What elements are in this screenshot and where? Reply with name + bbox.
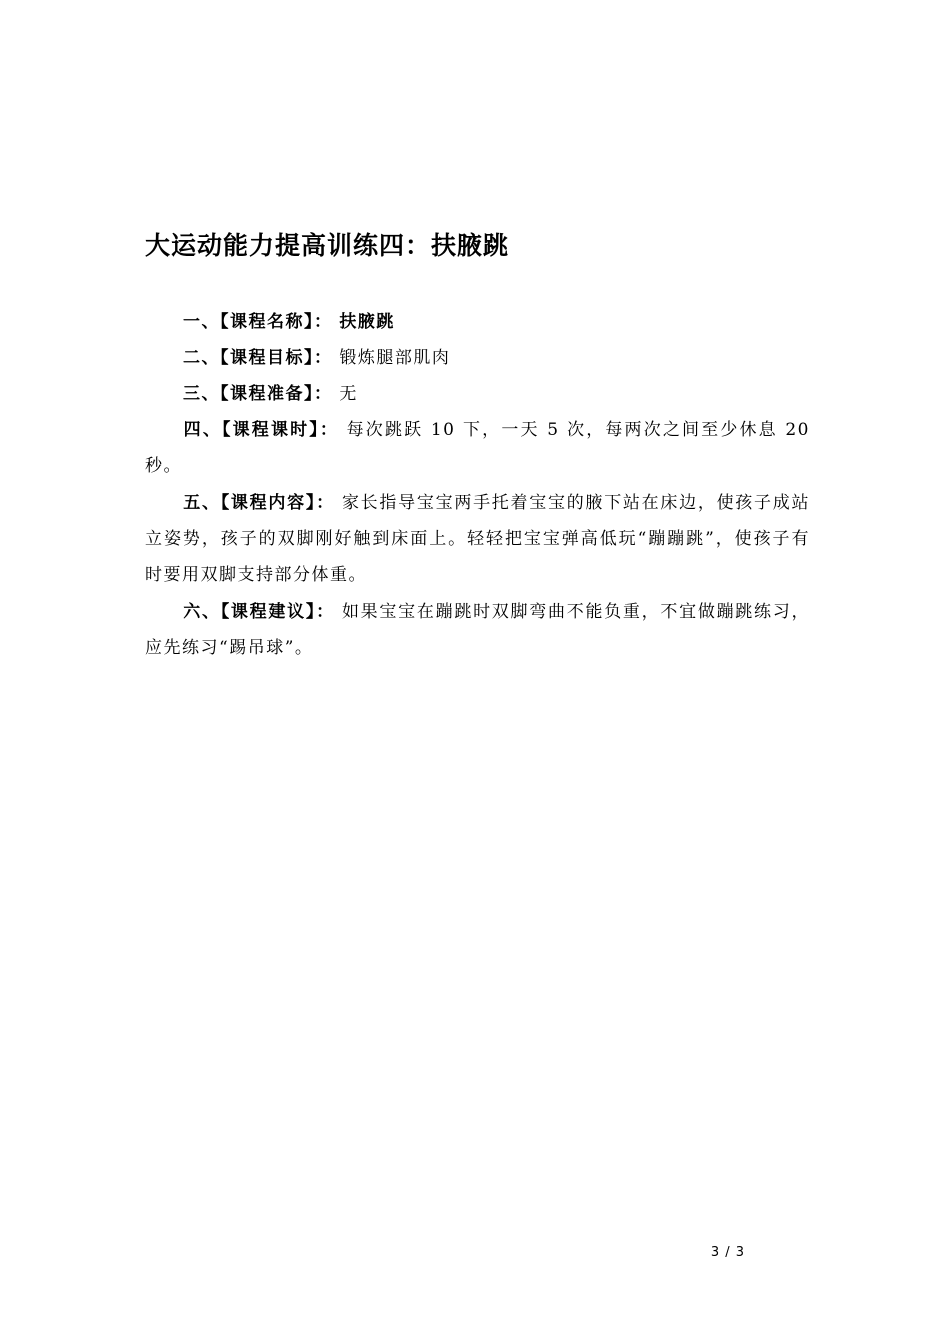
section-label: 一、【课程名称】： <box>183 312 333 332</box>
section-course-suggestion <box>145 594 810 666</box>
section-text: 锻炼腿部肌肉 <box>339 348 451 368</box>
page-number: 3 / 3 <box>710 1245 745 1260</box>
section-text: 扶腋跳 <box>339 312 395 332</box>
section-label: 三、【课程准备】： <box>183 384 333 404</box>
document-title: 大运动能力提高训练四：扶腋跳 <box>145 231 510 260</box>
section-course-content <box>145 485 810 593</box>
section-label: 二、【课程目标】： <box>183 348 333 368</box>
section-text: 每次跳跃 10 下，一天 5 次，每两次之间至少休息 20 秒。 <box>145 420 810 476</box>
section-text: 如果宝宝在蹦跳时双脚弯曲不能负重，不宜做蹦跳练习，应先练习“踢吊球”。 <box>145 602 811 658</box>
section-label: 六、【课程建议】： <box>183 602 335 622</box>
section-text: 无 <box>339 384 358 404</box>
section-course-name <box>145 304 810 340</box>
section-course-duration <box>145 412 810 484</box>
section-course-goal <box>145 340 810 376</box>
section-label: 四、【课程课时】： <box>183 420 340 440</box>
section-course-preparation <box>145 376 810 412</box>
section-label: 五、【课程内容】： <box>183 493 335 513</box>
section-text: 家长指导宝宝两手托着宝宝的腋下站在床边，使孩子成站立姿势，孩子的双脚刚好触到床面上。轻轻把宝宝弹高低玩“蹦蹦跳”，使孩子有时要用双脚支持部分体重。 <box>145 493 811 585</box>
